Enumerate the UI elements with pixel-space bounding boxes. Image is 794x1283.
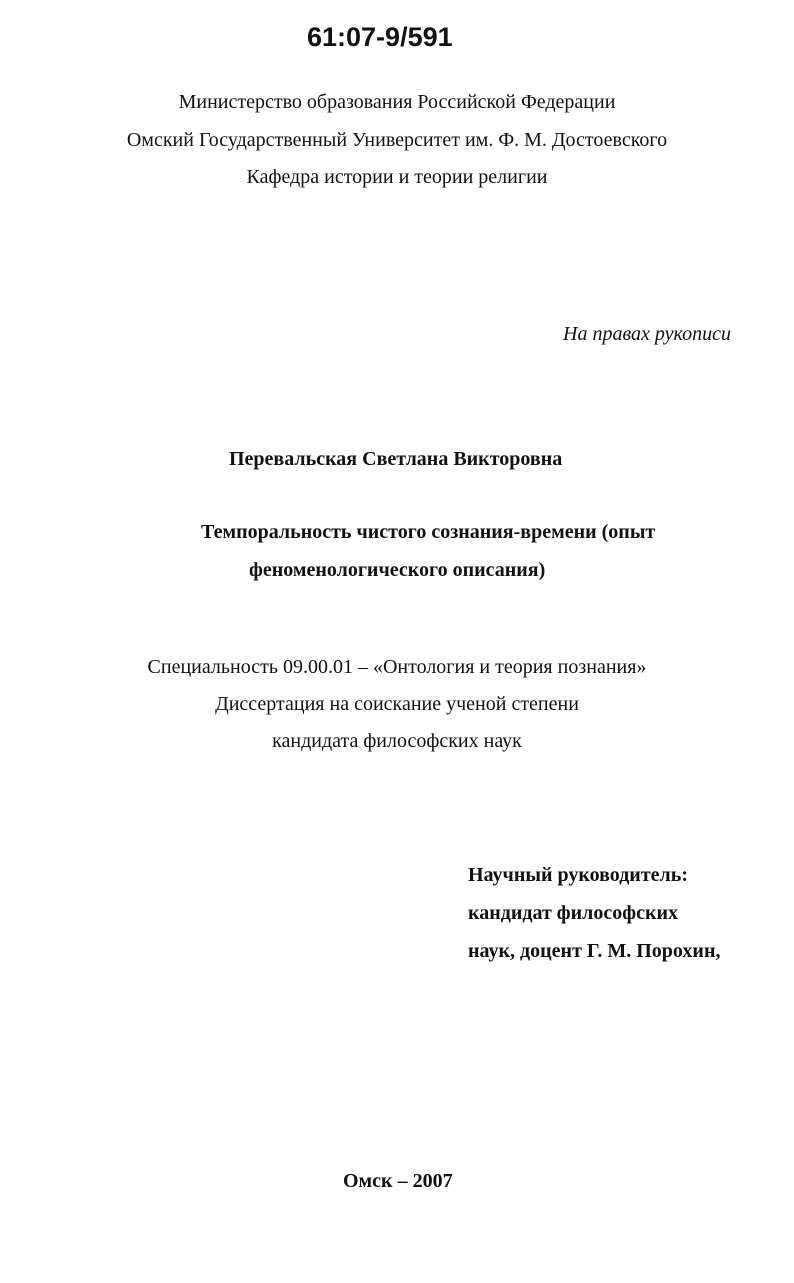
- archive-stamp: 61:07-9/591: [307, 22, 453, 52]
- dissertation-title-line-1: Темпоральность чистого сознания-времени (опыт: [201, 521, 656, 543]
- department-line: Кафедра истории и теории религии: [246, 166, 548, 188]
- manuscript-note: На правах рукописи: [563, 323, 731, 345]
- specialty-line: Специальность 09.00.01 – «Онтология и теория познания»: [147, 656, 647, 678]
- dissertation-title-line-2: феноменологического описания): [249, 559, 546, 581]
- university-line: Омский Государственный Университет им. Ф. М. Достоевского: [126, 129, 668, 151]
- author-name: Перевальская Светлана Викторовна: [229, 448, 563, 470]
- city-year: Омск – 2007: [343, 1170, 453, 1192]
- advisor-name: наук, доцент Г. М. Порохин,: [468, 940, 721, 962]
- advisor-heading: Научный руководитель:: [468, 864, 688, 886]
- advisor-degree: кандидат философских: [468, 902, 679, 924]
- degree-line: Диссертация на соискание ученой степени: [215, 693, 579, 715]
- degree-field-line: кандидата философских наук: [272, 730, 522, 752]
- ministry-line: Министерство образования Российской Федерации: [178, 91, 616, 113]
